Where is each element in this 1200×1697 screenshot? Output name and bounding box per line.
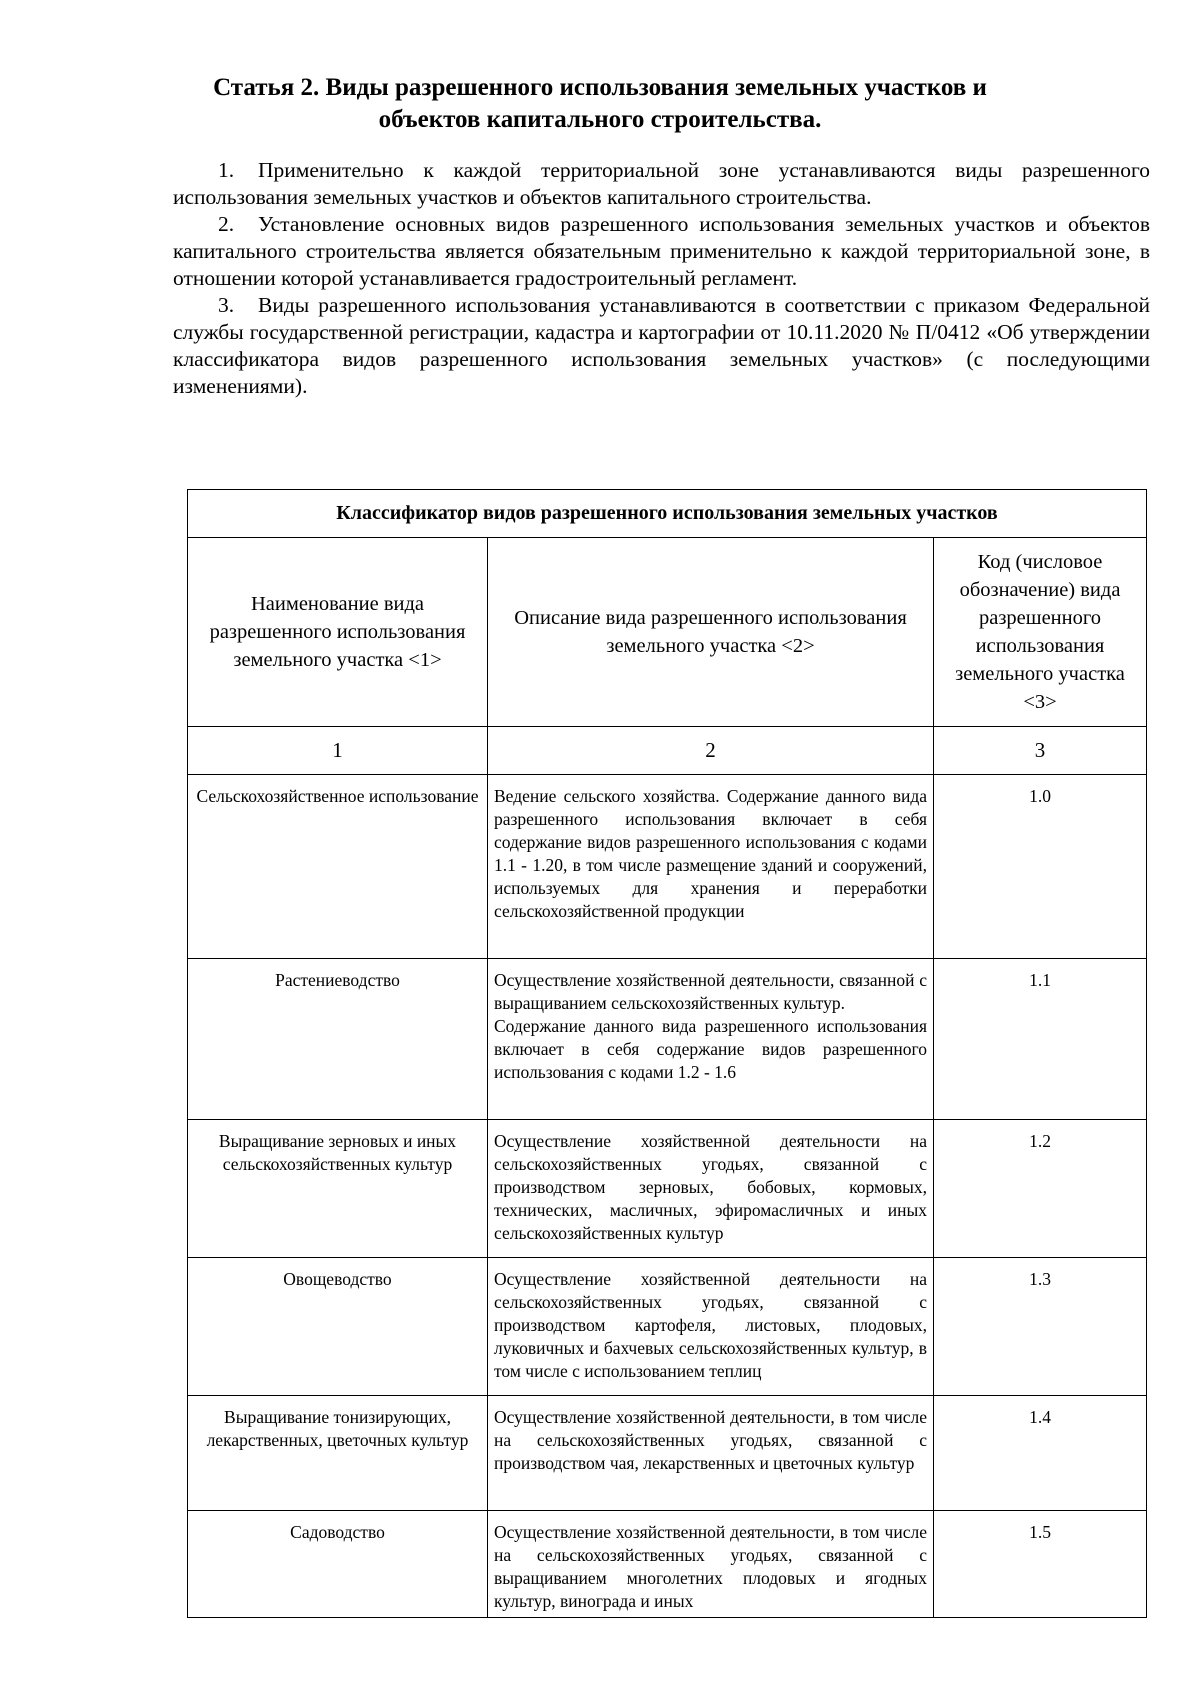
row-description-text: Содержание данного вида разрешенного использования включает в себя содержание видов разрешенного использования с кодами 1.2 - 1.6 bbox=[494, 1016, 927, 1082]
row-description bbox=[488, 1511, 934, 1618]
paragraph-text: Установление основных видов разрешенного использования земельных участков и объектов капитального строительства является обязательным применительно к каждой территориальной зоне, в отношении которой устанавливается градостроительный регламент. bbox=[173, 212, 1150, 290]
article-title-line-1: Статья 2. Виды разрешенного использования земельных участков и bbox=[213, 74, 987, 101]
paragraph-text: Виды разрешенного использования устанавливаются в соответствии с приказом Федеральной службы государственной регистрации, кадастра и картографии от 10.11.2020 № П/0412 «Об утверждении классификатора видов разрешенного использования земельных участков» (с последующими изменениями). bbox=[173, 293, 1150, 398]
row-name: Растениеводство bbox=[188, 959, 488, 1120]
row-description-text: Осуществление хозяйственной деятельности на сельскохозяйственных угодьях, связанной с производством картофеля, листовых, плодовых, луковичных и бахчевых сельскохозяйственных культур, в том числе с использованием теплиц bbox=[494, 1269, 927, 1381]
row-description-text: Осуществление хозяйственной деятельности, в том числе на сельскохозяйственных угодьях, связанной с производством чая, лекарственных и цветочных культур bbox=[494, 1407, 927, 1473]
paragraph-number: 3. bbox=[218, 293, 235, 317]
row-name: Выращивание зерновых и иных сельскохозяйственных культур bbox=[188, 1120, 488, 1258]
table-row bbox=[188, 1120, 1147, 1258]
article-title-line-2: объектов капитального строительства. bbox=[378, 106, 822, 133]
header-code-text: Код (числовое обозначение) вида разрешенного использования земельного участка <3> bbox=[955, 551, 1125, 713]
table-caption: Классификатор видов разрешенного использования земельных участков bbox=[188, 490, 1147, 538]
column-index-2: 2 bbox=[488, 727, 934, 775]
row-name: Сельскохозяйственное использование bbox=[188, 775, 488, 959]
row-code: 1.1 bbox=[934, 959, 1147, 1120]
paragraph-1 bbox=[173, 157, 1150, 211]
table-row bbox=[188, 775, 1147, 959]
row-description-text: Осуществление хозяйственной деятельности, связанной с выращиванием сельскохозяйственных культур. bbox=[494, 970, 927, 1013]
row-name: Садоводство bbox=[188, 1511, 488, 1618]
header-description bbox=[488, 538, 934, 727]
table-row bbox=[188, 959, 1147, 1120]
row-description bbox=[488, 1258, 934, 1396]
row-description-text: Ведение сельского хозяйства. Содержание данного вида разрешенного использования включает в себя содержание видов разрешенного использования с кодами 1.1 - 1.20, в том числе размещение зданий и сооружений, используемых для хранения и переработки сельскохозяйственной продукции bbox=[494, 786, 927, 921]
row-name: Овощеводство bbox=[188, 1258, 488, 1396]
table-row bbox=[188, 1396, 1147, 1511]
classifier-table bbox=[187, 489, 1147, 1618]
row-description-text: Осуществление хозяйственной деятельности на сельскохозяйственных угодьях, связанной с производством зерновых, бобовых, кормовых, технических, масличных, эфиромасличных и иных сельскохозяйственных культур bbox=[494, 1131, 927, 1243]
row-code: 1.5 bbox=[934, 1511, 1147, 1618]
header-description-text: Описание вида разрешенного использования земельного участка <2> bbox=[514, 607, 907, 657]
column-index-3: 3 bbox=[934, 727, 1147, 775]
paragraph-number: 1. bbox=[218, 158, 235, 182]
row-name: Выращивание тонизирующих, лекарственных, цветочных культур bbox=[188, 1396, 488, 1511]
row-code: 1.2 bbox=[934, 1120, 1147, 1258]
row-description bbox=[488, 775, 934, 959]
row-description bbox=[488, 959, 934, 1120]
paragraph-2 bbox=[173, 211, 1150, 292]
row-code: 1.4 bbox=[934, 1396, 1147, 1511]
paragraph-3 bbox=[173, 292, 1150, 400]
row-description bbox=[488, 1120, 934, 1258]
column-index-1: 1 bbox=[188, 727, 488, 775]
article-heading bbox=[150, 72, 1050, 136]
paragraph-text: Применительно к каждой территориальной зоне устанавливаются виды разрешенного использования земельных участков и объектов капитального строительства. bbox=[173, 158, 1150, 209]
table-row bbox=[188, 1511, 1147, 1618]
header-name bbox=[188, 538, 488, 727]
row-code: 1.3 bbox=[934, 1258, 1147, 1396]
table-row bbox=[188, 1258, 1147, 1396]
header-name-text: Наименование вида разрешенного использования земельного участка <1> bbox=[209, 593, 466, 671]
row-description bbox=[488, 1396, 934, 1511]
row-code: 1.0 bbox=[934, 775, 1147, 959]
paragraph-number: 2. bbox=[218, 212, 235, 236]
row-description-text: Осуществление хозяйственной деятельности, в том числе на сельскохозяйственных угодьях, связанной с выращиванием многолетних плодовых и ягодных культур, винограда и иных bbox=[494, 1522, 927, 1611]
header-code bbox=[934, 538, 1147, 727]
